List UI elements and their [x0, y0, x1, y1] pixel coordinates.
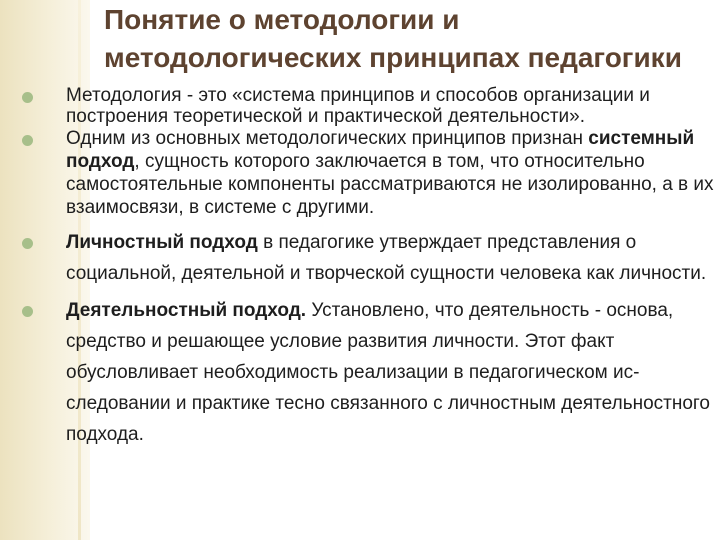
bullet-item-activity-approach — [20, 295, 716, 450]
bullet-dot-icon — [22, 306, 33, 317]
bullet-text-suffix: в педагогике утверждает представления о социальной, деятельной и творческой сущности человека как личности. — [66, 232, 707, 284]
bullet-item-personal-approach — [20, 227, 716, 289]
bullet-text-suffix: Установлено, что деятельность - основа, средство и решающее условие развития личности. Этот факт обусловливает необходимость реализации в педагогическом ис-следовании и практике тесно связанного с личностным деятельностного подхода. — [66, 300, 710, 445]
bullet-dot-icon — [22, 135, 33, 146]
bullet-text: Методология - это «система принципов и способов организации и построения теоретической и практической деятельности». — [66, 85, 650, 127]
bullet-bold-term: Личностный подход — [66, 232, 258, 253]
bullet-dot-icon — [22, 238, 33, 249]
bullet-bold-term: системный подход — [66, 128, 695, 172]
bullet-bold-term: Деятельностный подход. — [66, 300, 307, 321]
bullet-dot-icon — [22, 92, 33, 103]
bullet-item-methodology — [20, 85, 716, 127]
bullet-list — [20, 85, 716, 450]
bullet-text-suffix: , сущность которого заключается в том, что относительно самостоятельные компоненты рассматриваются не изолированно, а в их взаимосвязи, в системе с другими. — [66, 151, 714, 218]
bullet-item-systemic-approach — [20, 127, 716, 219]
title-line-1: Понятие о методологии и — [104, 4, 460, 35]
title-line-2: методологических принципах педагогики — [104, 42, 682, 73]
bullet-text-prefix: Одним из основных методологических принципов признан — [66, 128, 589, 149]
